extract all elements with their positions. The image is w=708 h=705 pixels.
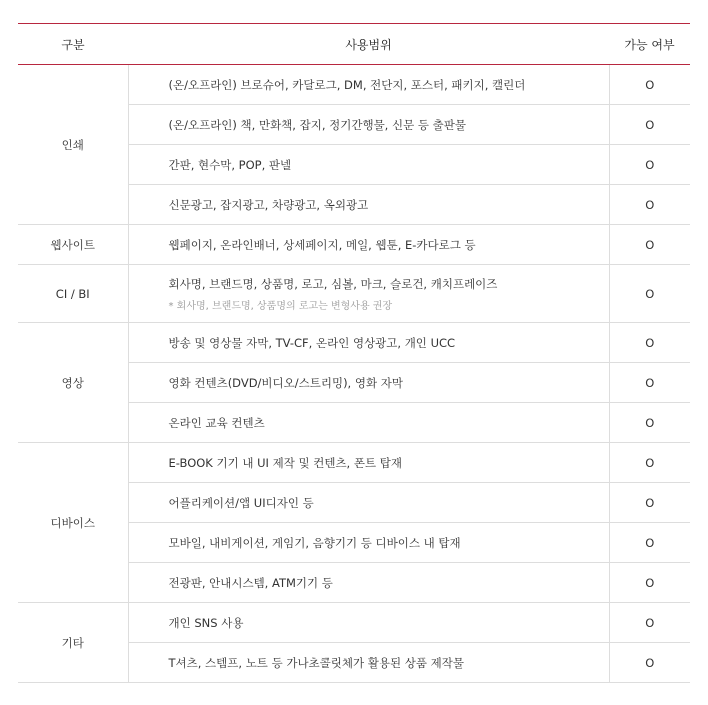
availability-cell: O xyxy=(609,323,690,363)
scope-text: 회사명, 브랜드명, 상품명, 로고, 심볼, 마크, 슬로건, 캐치프레이즈 xyxy=(168,276,498,291)
availability-cell: O xyxy=(609,363,690,403)
scope-cell xyxy=(128,265,609,323)
availability-cell: O xyxy=(609,403,690,443)
scope-cell: E-BOOK 기기 내 UI 제작 및 컨텐츠, 폰트 탑재 xyxy=(128,443,609,483)
license-usage-table xyxy=(18,23,690,683)
header-scope: 사용범위 xyxy=(128,24,609,65)
scope-cell: T셔츠, 스템프, 노트 등 가나초콜릿체가 활용된 상품 제작물 xyxy=(128,643,609,683)
scope-cell: 개인 SNS 사용 xyxy=(128,603,609,643)
availability-cell: O xyxy=(609,483,690,523)
availability-cell: O xyxy=(609,563,690,603)
availability-cell: O xyxy=(609,145,690,185)
header-row xyxy=(18,24,690,65)
availability-cell: O xyxy=(609,185,690,225)
scope-cell: 신문광고, 잡지광고, 차량광고, 옥외광고 xyxy=(128,185,609,225)
availability-cell: O xyxy=(609,265,690,323)
scope-cell: 웹페이지, 온라인배너, 상세페이지, 메일, 웹툰, E-카다로그 등 xyxy=(128,225,609,265)
table-row xyxy=(18,65,690,105)
scope-cell: (온/오프라인) 브로슈어, 카달로그, DM, 전단지, 포스터, 패키지, 캘린더 xyxy=(128,65,609,105)
scope-cell: 온라인 교육 컨텐츠 xyxy=(128,403,609,443)
availability-cell: O xyxy=(609,643,690,683)
scope-cell: 모바일, 내비게이션, 게임기, 음향기기 등 디바이스 내 탑재 xyxy=(128,523,609,563)
scope-cell: 영화 컨텐츠(DVD/비디오/스트리밍), 영화 자막 xyxy=(128,363,609,403)
scope-note: * 회사명, 브랜드명, 상품명의 로고는 변형사용 권장 xyxy=(168,300,393,312)
category-device: 디바이스 xyxy=(18,443,128,603)
license-usage-table-container xyxy=(18,23,690,683)
header-category: 구분 xyxy=(18,24,128,65)
category-etc: 기타 xyxy=(18,603,128,683)
category-ci-bi: CI / BI xyxy=(18,265,128,323)
scope-cell: 간판, 현수막, POP, 판넬 xyxy=(128,145,609,185)
header-availability: 가능 여부 xyxy=(609,24,690,65)
availability-cell: O xyxy=(609,523,690,563)
scope-cell: 방송 및 영상물 자막, TV-CF, 온라인 영상광고, 개인 UCC xyxy=(128,323,609,363)
table-row xyxy=(18,323,690,363)
table-body xyxy=(18,65,690,683)
scope-cell: (온/오프라인) 책, 만화책, 잡지, 정기간행물, 신문 등 출판물 xyxy=(128,105,609,145)
availability-cell: O xyxy=(609,603,690,643)
category-print: 인쇄 xyxy=(18,65,128,225)
scope-cell: 어플리케이션/앱 UI디자인 등 xyxy=(128,483,609,523)
availability-cell: O xyxy=(609,105,690,145)
table-row xyxy=(18,603,690,643)
table-row xyxy=(18,443,690,483)
table-header xyxy=(18,24,690,65)
availability-cell: O xyxy=(609,225,690,265)
table-row xyxy=(18,225,690,265)
scope-cell: 전광판, 안내시스템, ATM기기 등 xyxy=(128,563,609,603)
category-video: 영상 xyxy=(18,323,128,443)
category-website: 웹사이트 xyxy=(18,225,128,265)
availability-cell: O xyxy=(609,443,690,483)
table-row xyxy=(18,265,690,323)
availability-cell: O xyxy=(609,65,690,105)
